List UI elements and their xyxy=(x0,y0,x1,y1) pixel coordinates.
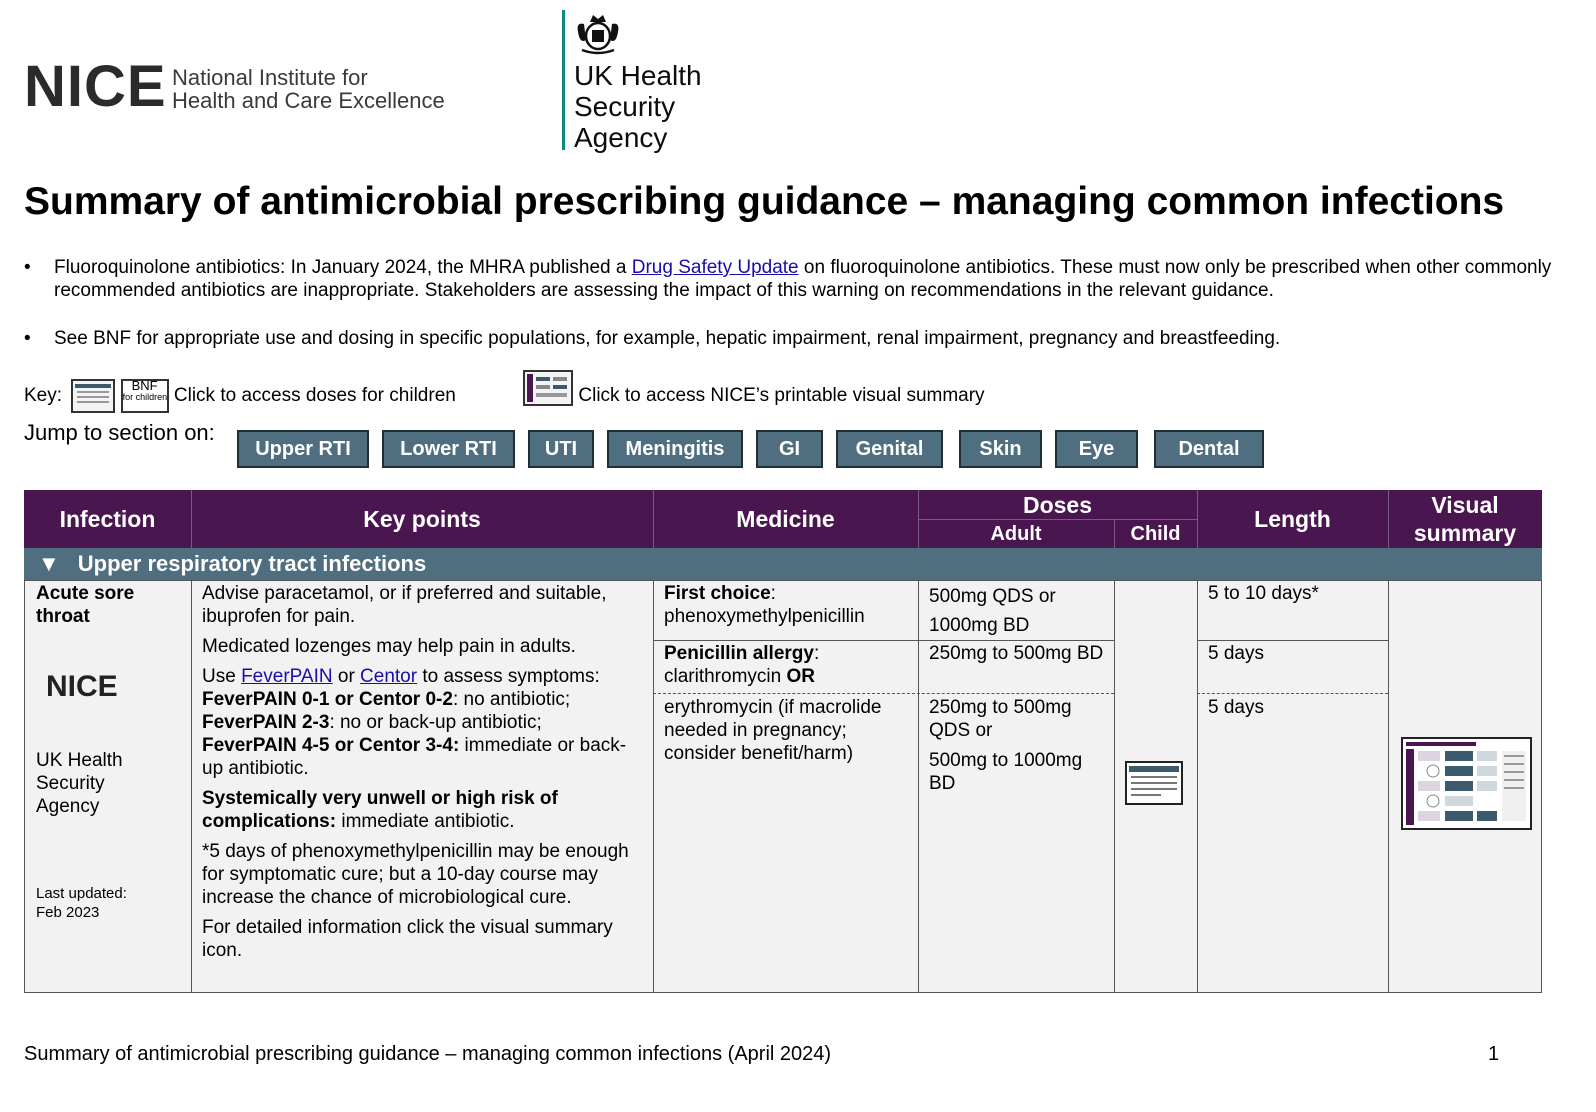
kp5-bold: FeverPAIN 2-3 xyxy=(202,712,330,733)
infection-name-line-2: throat xyxy=(36,606,90,627)
medicine-penicillin-allergy xyxy=(664,642,909,688)
centor-link[interactable]: Centor xyxy=(360,666,418,687)
dose-first-choice xyxy=(929,582,1109,640)
ukhsa-small-logo xyxy=(36,749,123,818)
col-divider xyxy=(653,580,654,993)
key-point-scoring xyxy=(202,665,647,688)
length-erythromycin: 5 days xyxy=(1208,697,1264,718)
ukhsa-line-2: Security xyxy=(574,91,676,122)
last-updated xyxy=(36,884,127,922)
hdr-divider xyxy=(1114,520,1115,548)
medicine-first-choice xyxy=(664,582,909,628)
nice-org-line-2: Health and Care Excellence xyxy=(172,88,445,113)
header-doses: Doses xyxy=(918,490,1197,520)
nav-meningitis-button[interactable]: Meningitis xyxy=(607,430,743,468)
key-point-analgesia: Advise paracetamol, or if preferred and suitable, ibuprofen for pain. xyxy=(202,583,607,627)
collapse-arrow-icon[interactable]: ▼ xyxy=(38,551,60,576)
med1-bold: First choice xyxy=(664,583,771,604)
drug-safety-update-link[interactable]: Drug Safety Update xyxy=(631,257,799,278)
ukhsa-line-3: Agency xyxy=(574,122,668,153)
key-point-duration: *5 days of phenoxymethylpenicillin may be enough for symptomatic cure; but a 10-day course may increase the chance of microbiological cure. xyxy=(202,841,629,908)
row-divider-dashed xyxy=(1197,693,1388,694)
key-legend xyxy=(24,378,985,414)
kp5-text: : no or back-up antibiotic; xyxy=(329,712,542,733)
key-label: Key: xyxy=(24,385,63,407)
bullet-1-text-pre: Fluoroquinolone antibiotics: In January 2024, the MHRA published a xyxy=(54,257,632,278)
page-footer: Summary of antimicrobial prescribing guidance – managing common infections (April 2024) xyxy=(24,1043,832,1065)
infection-name xyxy=(36,582,186,628)
doses-header-divider xyxy=(918,519,1197,520)
length-clarithromycin: 5 days xyxy=(1208,643,1264,664)
nav-upper-rti-button[interactable]: Upper RTI xyxy=(237,430,369,468)
medicine-erythromycin: erythromycin (if macrolide needed in pregnancy; consider benefit/harm) xyxy=(664,697,882,764)
royal-crest-icon xyxy=(572,10,624,56)
hdr-divider xyxy=(1388,490,1389,548)
nav-genital-button[interactable]: Genital xyxy=(836,430,943,468)
nice-org-name xyxy=(172,66,445,112)
key-point-unwell xyxy=(202,787,647,833)
med1-drug: phenoxymethylpenicillin xyxy=(664,606,865,627)
ukhsa-divider xyxy=(562,10,565,150)
last-updated-date: Feb 2023 xyxy=(36,904,100,921)
header-visual-summary-line-2: summary xyxy=(1413,520,1517,546)
dose3-line-2: 500mg to 1000mg BD xyxy=(929,750,1083,794)
dose1-line-1: 500mg QDS or xyxy=(929,586,1056,607)
header-visual-summary-line-1: Visual xyxy=(1431,492,1499,518)
dose-erythromycin xyxy=(929,696,1109,795)
dose-clarithromycin: 250mg to 500mg BD xyxy=(929,643,1104,664)
dose1-line-2: 1000mg BD xyxy=(929,615,1030,636)
bullet-2-text: See BNF for appropriate use and dosing in specific populations, for example, hepatic impairment, renal impairment, pregnancy and breastfeeding. xyxy=(54,328,1281,349)
bnf-children-icon xyxy=(121,379,169,413)
ukhsa-small-line-3: Agency xyxy=(36,796,100,817)
kp7-text: immediate antibiotic. xyxy=(336,811,515,832)
last-updated-label: Last updated: xyxy=(36,885,127,902)
header-child: Child xyxy=(1114,520,1197,548)
key-point-score-mid xyxy=(202,711,647,734)
kp6-text: immediate or back-up antibiotic. xyxy=(202,735,627,779)
child-doses-link-icon[interactable] xyxy=(1125,761,1183,805)
hdr-divider xyxy=(191,490,192,548)
kp3-mid: or xyxy=(332,666,361,687)
nice-logo: NICE xyxy=(24,54,167,119)
header-key-points: Key points xyxy=(191,490,653,548)
kp4-bold: FeverPAIN 0-1 or Centor 0-2 xyxy=(202,689,453,710)
med2-bold: Penicillin allergy xyxy=(664,643,814,664)
prescribing-table xyxy=(24,490,1542,993)
page-number: 1 xyxy=(1488,1043,1500,1065)
bnf-icon-subtext: for children xyxy=(122,392,168,402)
child-doses-icon xyxy=(71,379,115,413)
page-title: Summary of antimicrobial prescribing guidance – managing common infections xyxy=(24,180,1505,223)
kp3-post: to assess symptoms: xyxy=(417,666,600,687)
hdr-divider xyxy=(1197,490,1198,548)
header-medicine: Medicine xyxy=(653,490,918,548)
key-point-visual-summary: For detailed information click the visual summary icon. xyxy=(202,917,613,961)
med2-drug: clarithromycin xyxy=(664,666,787,687)
hdr-divider xyxy=(918,490,919,548)
nav-eye-button[interactable]: Eye xyxy=(1055,430,1138,468)
notice-bullets xyxy=(24,256,1589,375)
key-point-score-low xyxy=(202,688,647,711)
bullet-fluoroquinolone xyxy=(24,256,1589,302)
infection-name-line-1: Acute sore xyxy=(36,583,135,604)
header-visual-summary xyxy=(1388,490,1542,548)
nav-uti-button[interactable]: UTI xyxy=(528,430,594,468)
header-adult: Adult xyxy=(918,520,1114,548)
nav-skin-button[interactable]: Skin xyxy=(959,430,1042,468)
row-divider xyxy=(1197,640,1388,641)
section-title: Upper respiratory tract infections xyxy=(77,551,427,576)
nav-dental-button[interactable]: Dental xyxy=(1154,430,1264,468)
ukhsa-logo-text xyxy=(574,60,702,153)
med1-colon: : xyxy=(770,583,776,604)
kp3-pre: Use xyxy=(202,666,242,687)
ukhsa-line-1: UK Health xyxy=(574,60,702,91)
med2-or: OR xyxy=(786,666,815,687)
bnf-icon-text: BNF xyxy=(131,378,158,393)
col-divider xyxy=(918,580,919,993)
col-divider xyxy=(191,580,192,993)
hdr-divider xyxy=(653,490,654,548)
kp4-text: : no antibiotic; xyxy=(452,689,571,710)
length-first-choice: 5 to 10 days* xyxy=(1208,583,1319,604)
header-length: Length xyxy=(1197,490,1388,548)
nice-small-logo: NICE xyxy=(46,670,118,703)
kp6-bold: FeverPAIN 4-5 or Centor 3-4: xyxy=(202,735,460,756)
col-divider xyxy=(1114,580,1115,993)
med2-colon: : xyxy=(813,643,820,664)
header-infection: Infection xyxy=(24,490,191,548)
ukhsa-small-line-1: UK Health xyxy=(36,750,123,771)
key-points xyxy=(202,582,647,969)
dose3-line-1: 250mg to 500mg QDS or xyxy=(929,697,1072,741)
kp7-bold: Systemically very unwell or high risk of complications: xyxy=(202,788,558,832)
bullet-1-text-post: on fluoroquinolone antibiotics. These must now only be prescribed when other commonly recommended antibiotics are inappropriate. Stakeholders are assessing the impact of this warning on recommendations in the relevant guidance. xyxy=(54,257,1552,301)
key-point-score-high xyxy=(202,734,647,780)
row-divider-dashed xyxy=(653,693,1114,694)
visual-summary-icon xyxy=(523,370,573,406)
section-upper-rti[interactable] xyxy=(24,548,1542,580)
feverpain-link[interactable]: FeverPAIN xyxy=(241,666,333,687)
col-divider xyxy=(1388,580,1389,993)
nice-org-line-1: National Institute for xyxy=(172,65,368,90)
row-divider xyxy=(653,640,1114,641)
col-divider xyxy=(1197,580,1198,993)
key-children-text: Click to access doses for children xyxy=(173,385,456,407)
key-visual-text: Click to access NICE’s printable visual summary xyxy=(578,385,985,407)
bullet-bnf xyxy=(24,327,1589,350)
key-point-lozenges: Medicated lozenges may help pain in adults. xyxy=(202,636,576,657)
nav-gi-button[interactable]: GI xyxy=(756,430,823,468)
visual-summary-thumbnail[interactable] xyxy=(1401,737,1532,830)
nav-lower-rti-button[interactable]: Lower RTI xyxy=(382,430,515,468)
ukhsa-small-line-2: Security xyxy=(36,773,105,794)
jump-label: Jump to section on: xyxy=(24,420,215,445)
